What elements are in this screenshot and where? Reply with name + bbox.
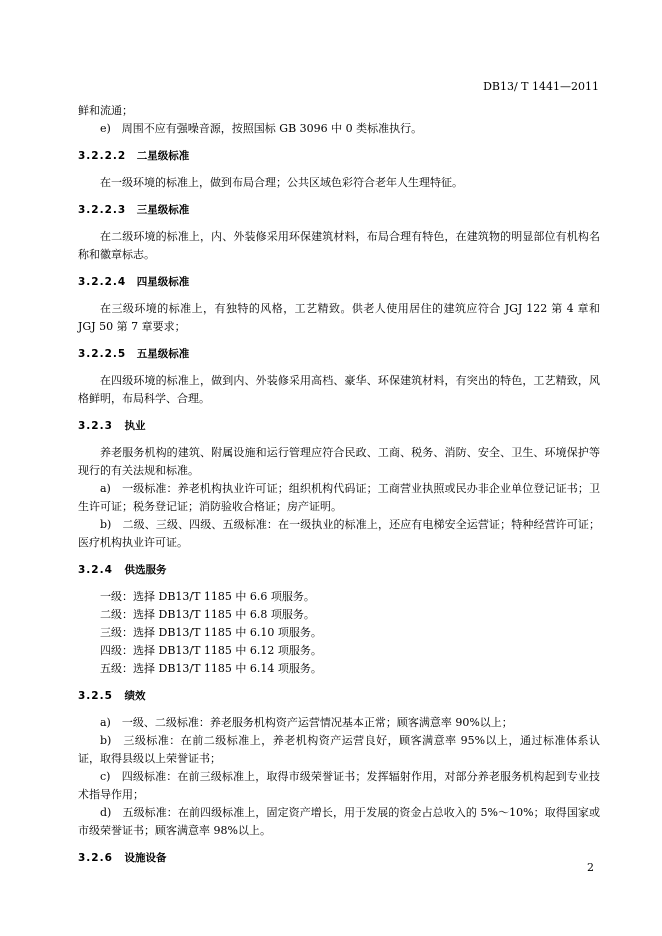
page-number: 2 (587, 861, 594, 874)
section-title: 供选服务 (124, 564, 167, 576)
list-item: 二级：选择 DB13/T 1185 中 6.8 项服务。 (100, 608, 315, 621)
section-title: 二星级标准 (136, 150, 190, 162)
paragraph: 鲜和流通； (78, 104, 133, 117)
section-number: 3.2.2.4 (78, 276, 127, 288)
section-number: 3.2.2.5 (78, 348, 127, 360)
list-item: a) 一级、二级标准：养老服务机构资产运营情况基本正常；顾客满意率 90%以上； (100, 716, 513, 729)
list-item: 三级：选择 DB13/T 1185 中 6.10 项服务。 (100, 626, 322, 639)
section-number: 3.2.3 (78, 420, 113, 432)
section-number: 3.2.2.2 (78, 150, 127, 162)
section-number: 3.2.6 (78, 852, 113, 864)
list-item: e) 周围不应有强噪音源，按照国标 GB 3096 中 0 类标准执行。 (100, 122, 423, 135)
section-title: 设施设备 (124, 852, 167, 864)
section-heading (78, 417, 600, 435)
list-item: a) 一级标准：养老机构执业许可证；组织机构代码证；工商营业执照或民办非企业单位登记证书；卫生许可证；税务登记证；消防验收合格证；房产证明。 (78, 482, 600, 513)
section-heading (78, 345, 600, 363)
section-title: 绩效 (124, 690, 146, 702)
list-item: 四级：选择 DB13/T 1185 中 6.12 项服务。 (100, 644, 322, 657)
section-title: 五星级标准 (136, 348, 190, 360)
section-heading (78, 201, 600, 219)
section-heading (78, 273, 600, 291)
paragraph: 养老服务机构的建筑、附属设施和运行管理应符合民政、工商、税务、消防、安全、卫生、环境保护等现行的有关法规和标准。 (78, 446, 600, 477)
document-code: DB13/ T 1441—2011 (483, 80, 599, 93)
section-number: 3.2.4 (78, 564, 113, 576)
list-item: 五级：选择 DB13/T 1185 中 6.14 项服务。 (100, 662, 322, 675)
section-heading (78, 561, 600, 579)
section-heading (78, 147, 600, 165)
list-item: d) 五级标准：在前四级标准上，固定资产增长，用于发展的资金占总收入的 5%～10%；取得国家或市级荣誉证书；顾客满意率 98%以上。 (78, 806, 600, 837)
section-title: 三星级标准 (136, 204, 190, 216)
list-item: 一级：选择 DB13/T 1185 中 6.6 项服务。 (100, 590, 315, 603)
document-body (78, 102, 600, 876)
section-heading (78, 687, 600, 705)
paragraph: 在一级环境的标准上，做到布局合理；公共区域色彩符合老年人生理特征。 (100, 176, 463, 189)
section-number: 3.2.5 (78, 690, 113, 702)
section-number: 3.2.2.3 (78, 204, 127, 216)
list-item: b) 二级、三级、四级、五级标准：在一级执业的标准上，还应有电梯安全运营证；特种经营许可证；医疗机构执业许可证。 (78, 518, 600, 549)
paragraph: 在三级环境的标准上，有独特的风格，工艺精致。供老人使用居住的建筑应符合 JGJ 122 第 4 章和 JGJ 50 第 7 章要求； (78, 302, 600, 333)
list-item: c) 四级标准：在前三级标准上，取得市级荣誉证书；发挥辐射作用，对部分养老服务机构起到专业技术指导作用； (78, 770, 600, 801)
paragraph: 在四级环境的标准上，做到内、外装修采用高档、豪华、环保建筑材料，有突出的特色，工艺精致，风格鲜明，布局科学、合理。 (78, 374, 600, 405)
section-heading (78, 849, 600, 867)
section-title: 执业 (124, 420, 146, 432)
section-title: 四星级标准 (136, 276, 190, 288)
paragraph: 在二级环境的标准上，内、外装修采用环保建筑材料，布局合理有特色，在建筑物的明显部位有机构名称和徽章标志。 (78, 230, 600, 261)
list-item: b) 三级标准：在前二级标准上，养老机构资产运营良好，顾客满意率 95%以上，通过标准体系认证，取得县级以上荣誉证书； (78, 734, 600, 765)
